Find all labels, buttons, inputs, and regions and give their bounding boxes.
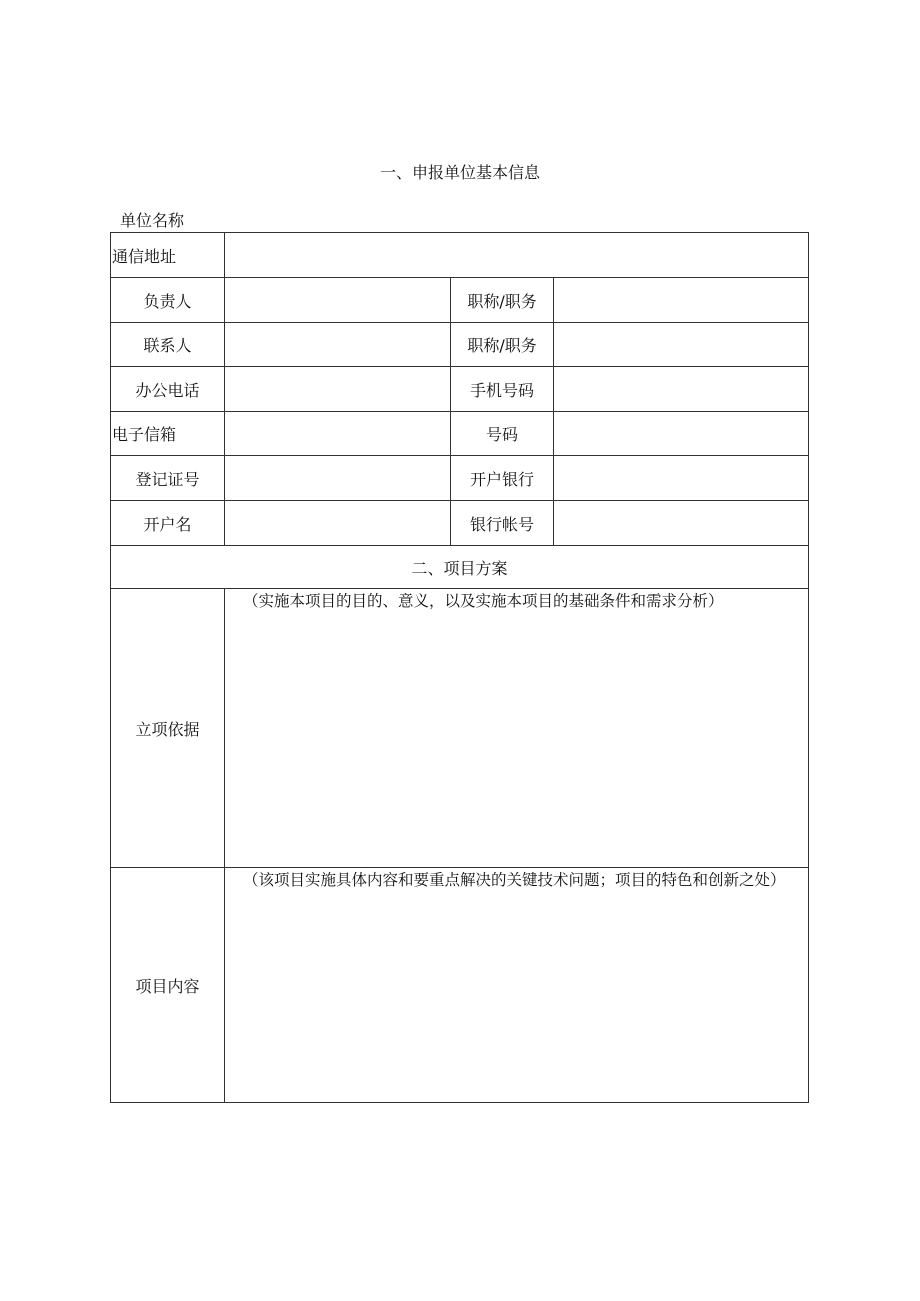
content-row [111, 868, 809, 1103]
address-row [111, 233, 809, 278]
bank-label: 开户银行 [451, 456, 554, 501]
office-phone-label: 办公电话 [111, 367, 225, 412]
leader-field[interactable] [225, 278, 451, 323]
number-field[interactable] [554, 412, 809, 456]
section-1-title: 一、申报单位基本信息 [379, 163, 540, 182]
form-row-email [111, 412, 809, 456]
bank-field[interactable] [554, 456, 809, 501]
leader-title-label: 职称/职务 [451, 278, 554, 323]
leader-label: 负责人 [111, 278, 225, 323]
account-number-field[interactable] [554, 501, 809, 546]
mobile-field[interactable] [554, 367, 809, 412]
form-row-registration [111, 456, 809, 501]
form-row-phone [111, 367, 809, 412]
mobile-label: 手机号码 [451, 367, 554, 412]
account-name-label: 开户名 [111, 501, 225, 546]
registration-label: 登记证号 [111, 456, 225, 501]
form-row-leader [111, 278, 809, 323]
leader-title-field[interactable] [554, 278, 809, 323]
number-label: 号码 [451, 412, 554, 456]
basis-hint: （实施本项目的目的、意义，以及实施本项目的基础条件和需求分析） [243, 592, 724, 610]
account-name-field[interactable] [225, 501, 451, 546]
office-phone-field[interactable] [225, 367, 451, 412]
content-hint: （该项目实施具体内容和要重点解决的关键技术问题；项目的特色和创新之处） [243, 871, 786, 889]
address-field[interactable] [225, 233, 809, 278]
content-field[interactable] [225, 868, 809, 1103]
contact-title-field[interactable] [554, 323, 809, 367]
form-row-contact [111, 323, 809, 367]
basis-field[interactable] [225, 589, 809, 868]
basis-row [111, 589, 809, 868]
section-2-title: 二、项目方案 [111, 546, 809, 589]
contact-title-label: 职称/职务 [451, 323, 554, 367]
email-label: 电子信箱 [111, 412, 225, 456]
account-number-label: 银行帐号 [451, 501, 554, 546]
contact-field[interactable] [225, 323, 451, 367]
unit-name-label: 单位名称 [120, 211, 185, 230]
form-row-account [111, 501, 809, 546]
basis-label: 立项依据 [111, 589, 225, 868]
email-field[interactable] [225, 412, 451, 456]
registration-field[interactable] [225, 456, 451, 501]
content-label: 项目内容 [111, 868, 225, 1103]
section-2-row [111, 546, 809, 589]
contact-label: 联系人 [111, 323, 225, 367]
application-form-table [110, 232, 809, 1103]
address-label: 通信地址 [111, 233, 225, 278]
